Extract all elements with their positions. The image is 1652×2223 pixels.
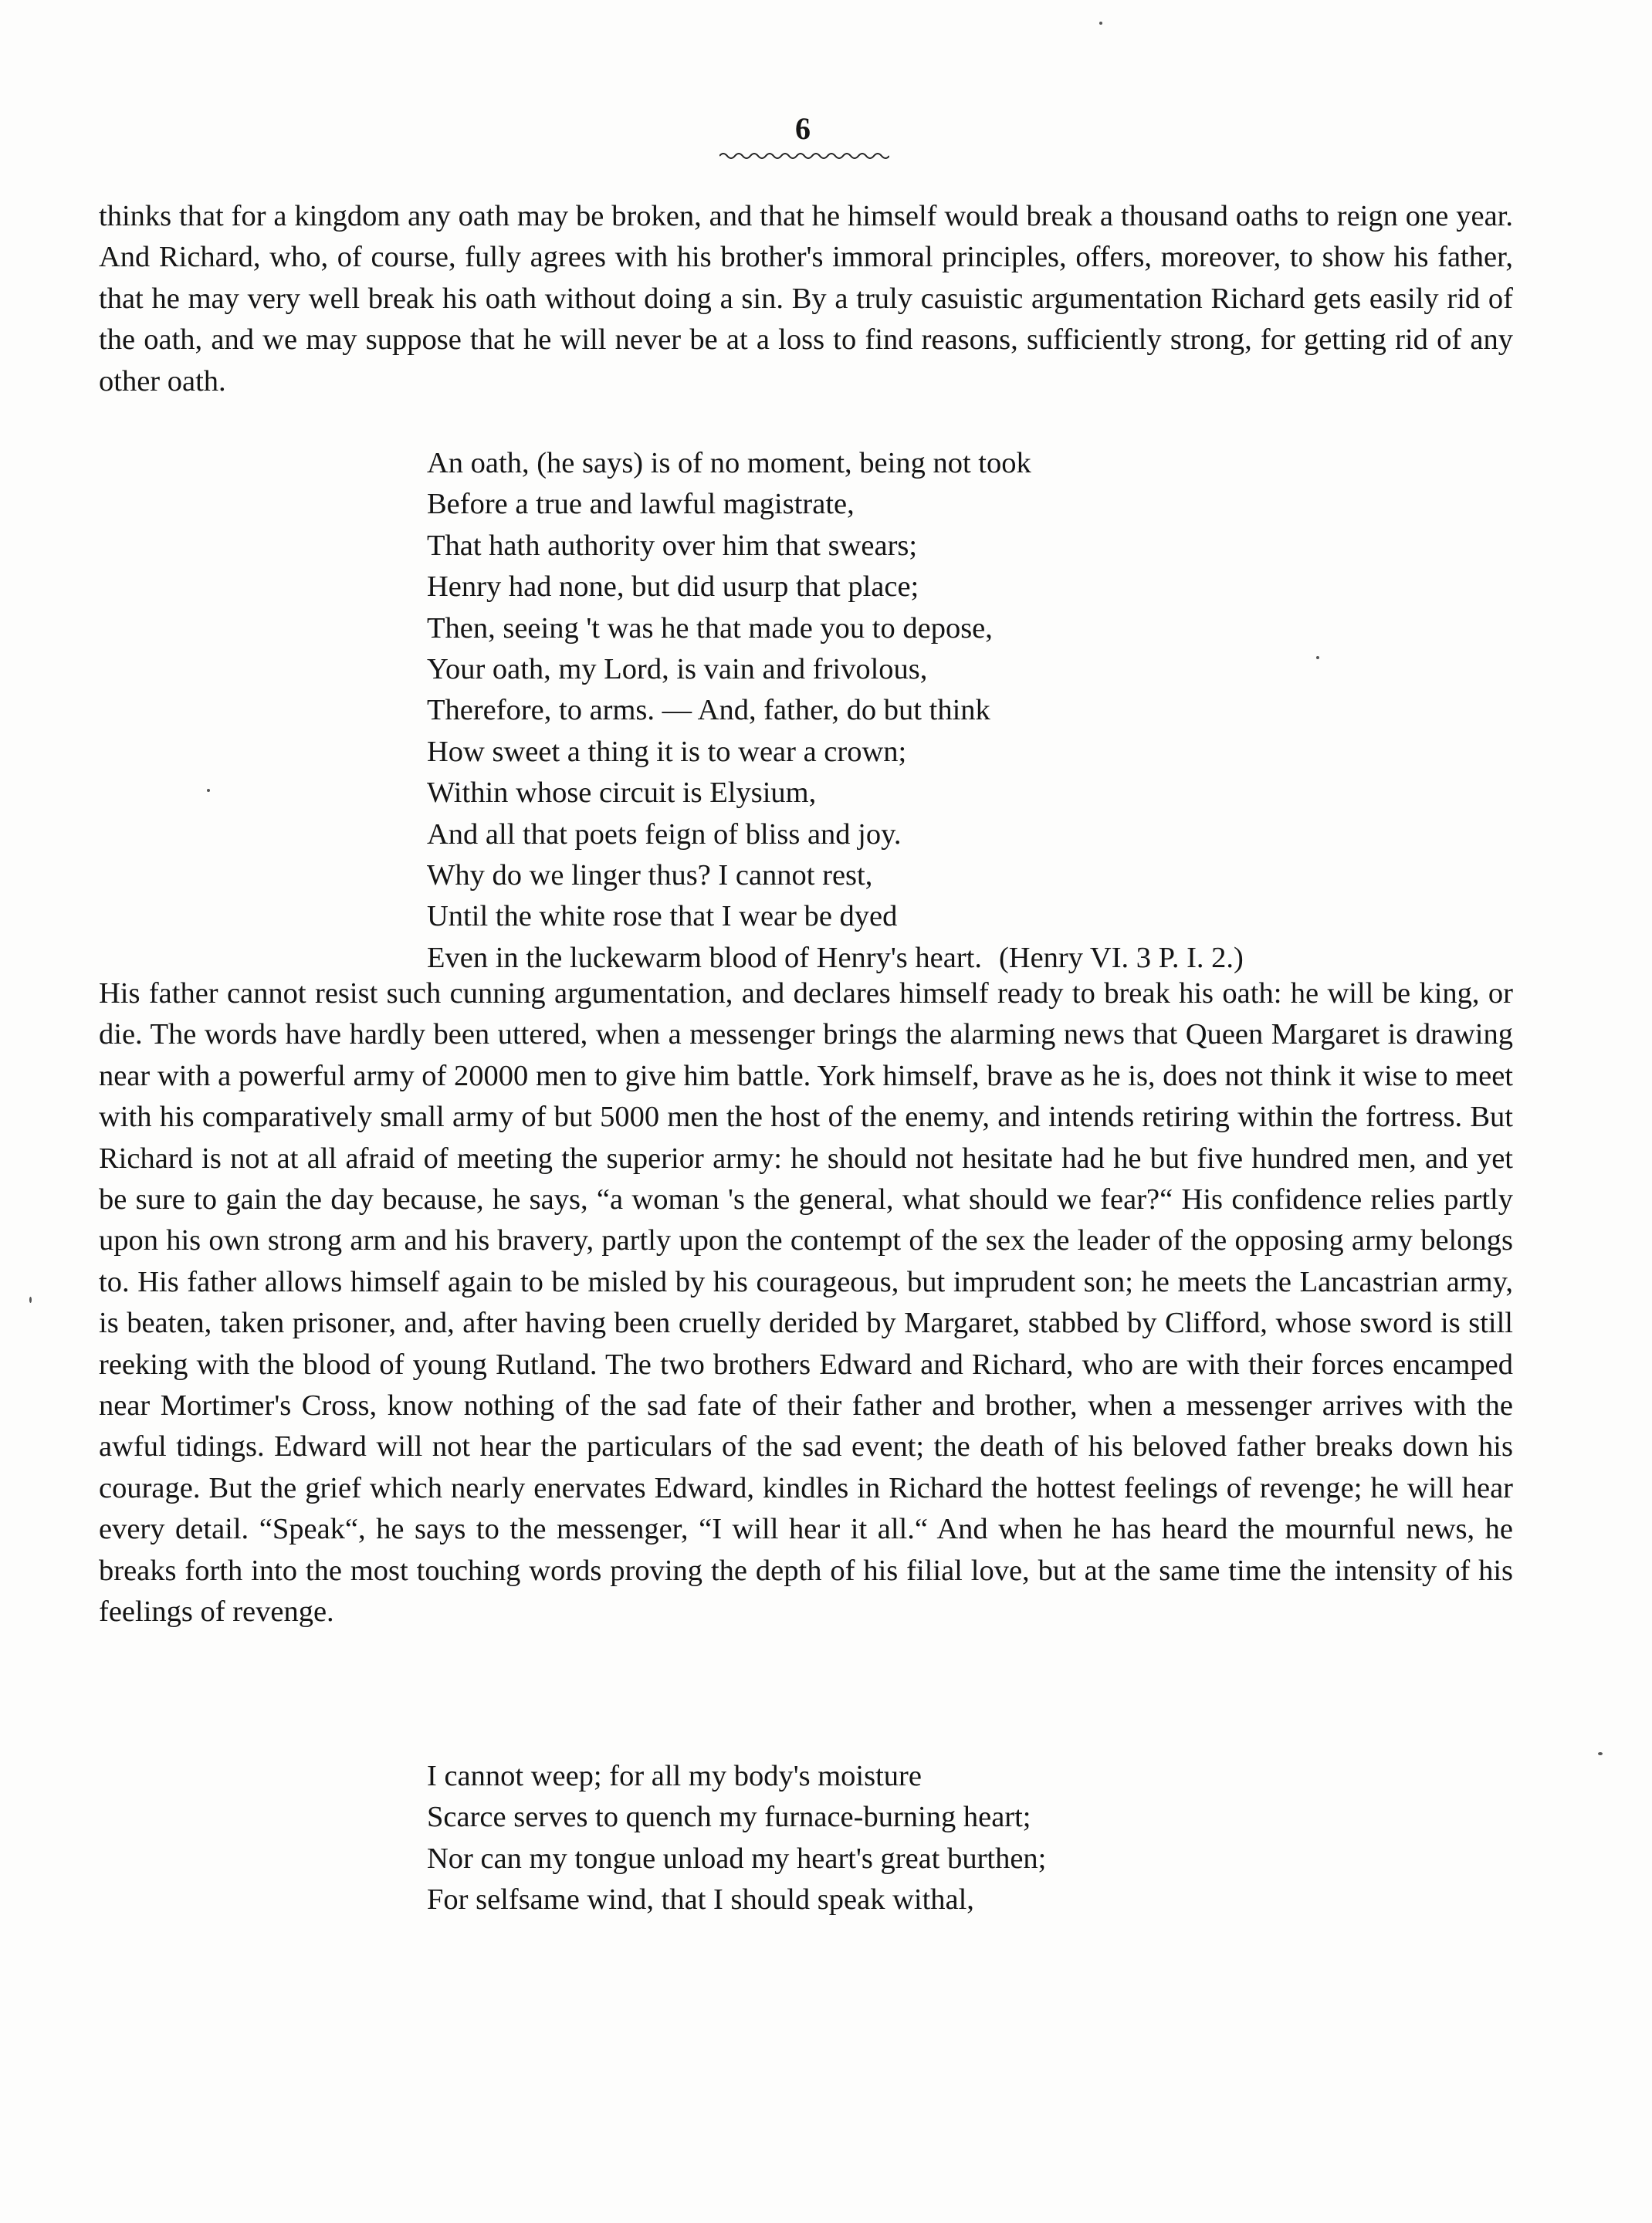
verse-citation: (Henry VI. 3 P. I. 2.) [998,941,1244,974]
verse-quotation-oath [427,443,1244,979]
verse-line: And all that poets feign of bliss and joy. [427,817,902,851]
print-speck [1598,1752,1603,1755]
ornament-rule [719,150,889,162]
verse-line: Scarce serves to quench my furnace-burning heart; [427,1801,1031,1834]
paragraph-battle-narrative: His father cannot resist such cunning argumentation, and declares himself ready to break his oath: he will be king, or die. The words have hardly been uttered, when a messenger brings the alarming news that Queen Margaret is drawing near with a powerful army of 20000 men to give him battle. York himself, brave as he is, does not think it wise to meet with his comparatively small army of but 5000 men the host of the enemy, and intends retiring within the fortress. But Richard is not at all afraid of meeting the superior army: he should not hesitate had he but five hundred men, and yet be sure to gain the day because, he says, “a woman 's the general, what should we fear?“ His confidence relies partly upon his own strong arm and his bravery, partly upon the contempt of the sex the leader of the opposing army belongs to. His father allows himself again to be misled by his courageous, but imprudent son; he meets the Lancastrian army, is beaten, taken prisoner, and, after having been cruelly derided by Margaret, stabbed by Clifford, whose sword is still reeking with the blood of young Rutland. The two brothers Edward and Richard, who are with their forces encamped near Mortimer's Cross, know nothing of the sad fate of their father and brother, when a messenger arrives with the awful tidings. Edward will not hear the particulars of the sad event; the death of his beloved father breaks down his courage. But the grief which nearly enervates Edward, kindles in Richard the hottest feelings of revenge; he will hear every detail. “Speak“, he says to the messenger, “I will hear it all.“ And when he has heard the mournful news, he breaks forth into the most touching words proving the depth of his filial love, but at the same time the intensity of his feelings of revenge. [99,977,1513,1629]
verse-line: Nor can my tongue unload my heart's great burthen; [427,1842,1047,1875]
verse-line: How sweet a thing it is to wear a crown; [427,735,907,768]
verse-line: Henry had none, but did usurp that place; [427,570,919,604]
verse-quotation-grief [427,1756,1046,1921]
verse-line-text: Even in the luckewarm blood of Henry's heart. [427,941,982,974]
verse-line: Why do we linger thus? I cannot rest, [427,858,873,892]
print-speck [29,1297,32,1303]
verse-line: Until the white rose that I wear be dyed [427,900,898,933]
verse-line: Within whose circuit is Elysium, [427,777,817,810]
verse-line: Then, seeing 't was he that made you to depose, [427,611,993,645]
print-speck [1099,22,1102,25]
verse-line: That hath authority over him that swears; [427,529,918,562]
page-number: 6 [795,111,811,146]
verse-line: For selfsame wind, that I should speak withal, [427,1883,974,1917]
paragraph-oath-argument: thinks that for a kingdom any oath may be broken, and that he himself would break a thousand oaths to reign one year. And Richard, who, of course, fully agrees with his brother's immoral principles, offers, moreover, to show his father, that he may very well break his oath without doing a sin. By a truly casuistic argumentation Richard gets easily rid of the oath, and we may suppose that he will never be at a loss to find reasons, sufficiently strong, for getting rid of any other oath. [99,200,1513,398]
verse-line: Before a true and lawful magistrate, [427,488,855,521]
verse-line: Therefore, to arms. — And, father, do but think [427,694,990,727]
verse-line: An oath, (he says) is of no moment, being not took [427,447,1031,479]
print-speck [207,789,210,792]
verse-line: I cannot weep; for all my body's moisture [427,1760,922,1792]
verse-line: Your oath, my Lord, is vain and frivolous, [427,652,928,685]
print-speck [1316,656,1319,659]
